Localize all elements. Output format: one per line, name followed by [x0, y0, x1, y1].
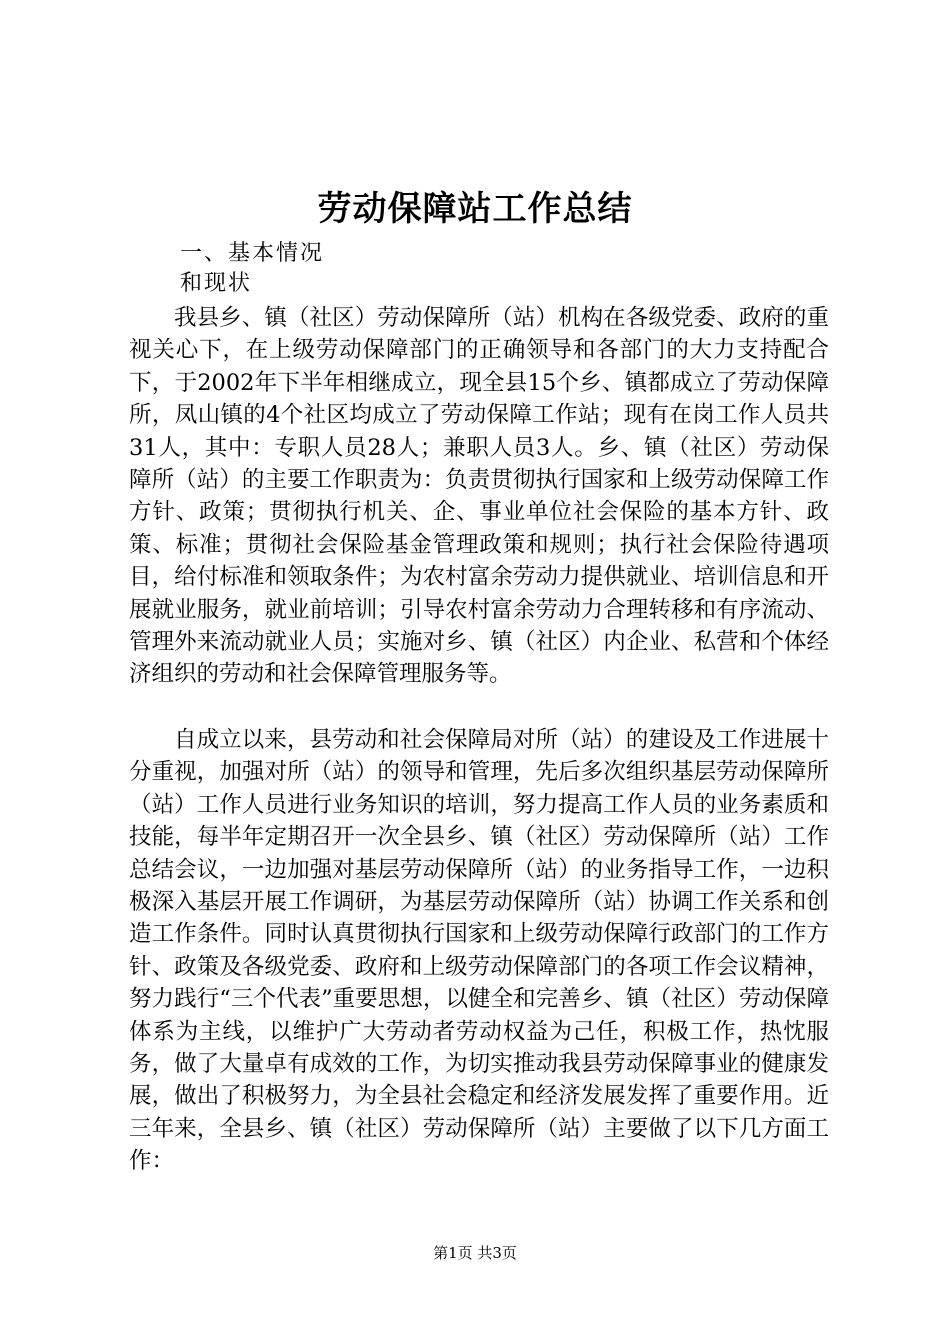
section-heading-continued: 和现状 — [180, 271, 253, 296]
paragraph-1: 我县乡、镇（社区）劳动保障所（站）机构在各级党委、政府的重视关心下，在上级劳动保障部门的正确领导和各部门的大力支持配合下，于2002年下半年相继成立，现全县15个乡、镇都成立了劳动保障所，凤山镇的4个社区均成立了劳动保障工作站；现有在岗工作人员共31人，其中：专职人员28人；兼职人员3人。乡、镇（社区）劳动保障所（站）的主要工作职责为：负责贯彻执行国家和上级劳动保障工作方针、政策；贯彻执行机关、企、事业单位社会保险的基本方针、政策、标准；贯彻社会保险基金管理政策和规则；执行社会保险待遇项目，给付标准和领取条件；为农村富余劳动力提供就业、培训信息和开展就业服务，就业前培训；引导农村富余劳动力合理转移和有序流动、管理外来流动就业人员；实施对乡、镇（社区）内企业、私营和个体经济组织的劳动和社会保障管理服务等。 — [129, 305, 829, 688]
paragraph-2: 自成立以来，县劳动和社会保障局对所（站）的建设及工作进展十分重视，加强对所（站）的领导和管理，先后多次组织基层劳动保障所（站）工作人员进行业务知识的培训，努力提高工作人员的业务素质和技能，每半年定期召开一次全县乡、镇（社区）劳动保障所（站）工作总结会议，一边加强对基层劳动保障所（站）的业务指导工作，一边积极深入基层开展工作调研，为基层劳动保障所（站）协调工作关系和创造工作条件。同时认真贯彻执行国家和上级劳动保障行政部门的工作方针、政策及各级党委、政府和上级劳动保障部门的各项工作会议精神，努力践行“三个代表”重要思想，以健全和完善乡、镇（社区）劳动保障体系为主线，以维护广大劳动者劳动权益为己任，积极工作，热忱服务，做了大量卓有成效的工作，为切实推动我县劳动保障事业的健康发展，做出了积极努力，为全县社会稳定和经济发展发挥了重要作用。近三年来，全县乡、镇（社区）劳动保障所（站）主要做了以下几方面工作： — [129, 727, 829, 1175]
page-footer: 第1页 共3页 — [433, 1244, 517, 1262]
section-heading: 一、基本情况 — [180, 241, 325, 266]
document-title: 劳动保障站工作总结 — [317, 189, 633, 229]
